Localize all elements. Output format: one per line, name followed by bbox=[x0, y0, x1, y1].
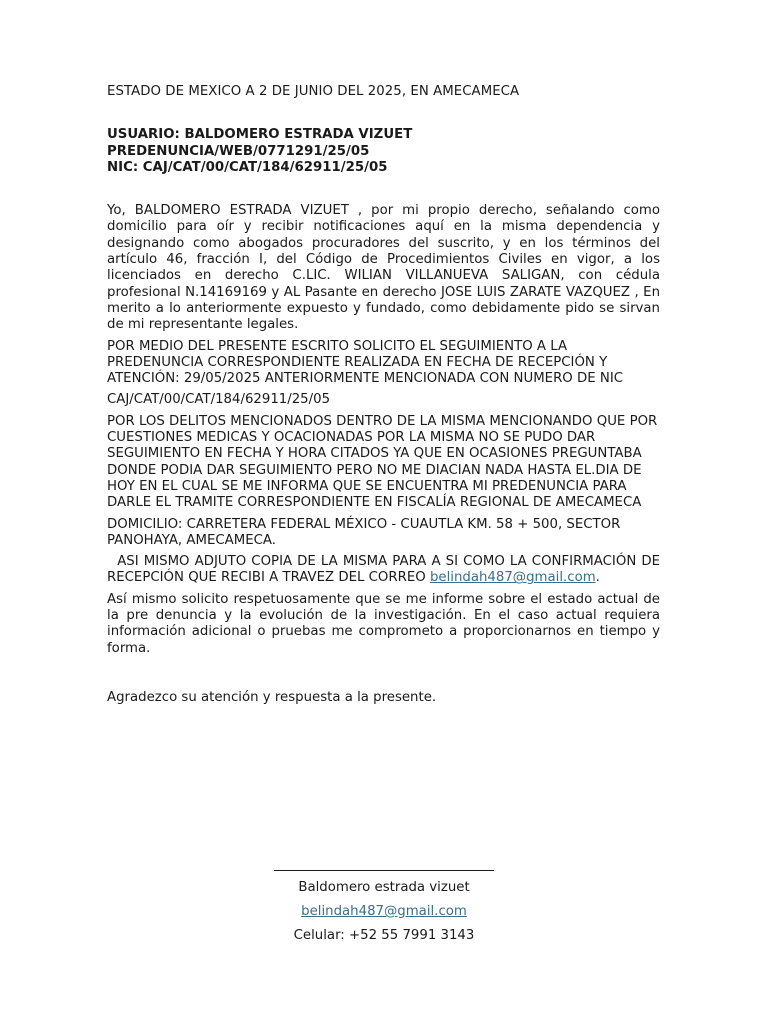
nic-line: NIC: CAJ/CAT/00/CAT/184/62911/25/05 bbox=[107, 159, 388, 175]
letter-content bbox=[107, 84, 665, 706]
location-date-line: ESTADO DE MEXICO A 2 DE JUNIO DEL 2025, EN AMECAMECA bbox=[107, 84, 520, 99]
signature-email-link[interactable]: belindah487@gmail.com bbox=[301, 904, 467, 919]
identifiers-block bbox=[107, 127, 660, 176]
request-paragraph: POR MEDIO DEL PRESENTE ESCRITO SOLICITO EL SEGUIMIENTO A LA PREDENUNCIA CORRESPONDIENTE REALIZADA EN FECHA DE RECEPCIÓN Y ATENCIÓN: 29/05/2025 ANTERIORMENTE MENCIONADA CON NUMERO DE NIC bbox=[107, 338, 624, 387]
status-request-paragraph: Así mismo solicito respetuosamente que se me informe sobre el estado actual de la pre denuncia y la evolución de la investigación. En el caso actual requiera información adicional o pruebas me comprometo a proporcionarnos en tiempo y forma. bbox=[107, 591, 660, 656]
signature-line bbox=[274, 870, 494, 871]
intro-paragraph: Yo, BALDOMERO ESTRADA VIZUET , por mi propio derecho, señalando como domicilio para oír y recibir notificaciones aquí en la misma dependencia y designando como abogados procuradores del suscrito, y en los términos del artículo 46, fracción I, del Código de Procedimientos Civiles en vigor, a los licenciados en derecho C.LIC. WILIAN VILLANUEVA SALIGAN, con cédula profesional N.14169169 y AL Pasante en derecho JOSE LUIS ZARATE VAZQUEZ , En merito a lo anteriormente expuesto y fundado, como debidamente pido se sirvan de mi representante legales. bbox=[107, 203, 660, 333]
predenuncia-line: PREDENUNCIA/WEB/0771291/25/05 bbox=[107, 143, 370, 159]
usuario-line: USUARIO: BALDOMERO ESTRADA VIZUET bbox=[107, 127, 413, 143]
attachment-paragraph bbox=[107, 554, 665, 587]
address-paragraph: DOMICILIO: CARRETERA FEDERAL MÉXICO - CUAUTLA KM. 58 + 500, SECTOR PANOHAYA, AMECAMECA. bbox=[107, 516, 621, 548]
attachment-email-link[interactable]: belindah487@gmail.com bbox=[429, 570, 596, 586]
signature-name: Baldomero estrada vizuet bbox=[298, 880, 470, 895]
attachment-period: . bbox=[595, 570, 600, 586]
attachment-text: ASI MISMO ADJUTO COPIA DE LA MISMA PARA A SI COMO LA CONFIRMACIÓN DE RECEPCIÓN QUE RECIBI A TRAVEZ DEL CORREO bbox=[107, 554, 665, 586]
signature-phone: Celular: +52 55 7991 3143 bbox=[293, 928, 475, 943]
signature-block bbox=[274, 870, 494, 943]
nic-number-line: CAJ/CAT/00/CAT/184/62911/25/05 bbox=[107, 392, 331, 408]
crimes-paragraph: POR LOS DELITOS MENCIONADOS DENTRO DE LA MISMA MENCIONANDO QUE POR CUESTIONES MEDICAS Y OCACIONADAS POR LA MISMA NO SE PUDO DAR SEGUIMIENTO EN FECHA Y HORA CITADOS YA QUE EN OCASIONES PREGUNTABA DONDE PODIA DAR SEGUIMIENTO PERO NO ME DIACIAN NADA HASTA EL.DIA DE HOY EN EL CUAL SE ME INFORMA QUE SE ENCUENTRA MI PREDENUNCIA PARA DARLE EL TRAMITE CORRESPONDIENTE EN FISCALÍA REGIONAL DE AMECAMECA bbox=[107, 413, 658, 511]
signature-email-row bbox=[274, 905, 494, 919]
thanks-paragraph: Agradezco su atención y respuesta a la presente. bbox=[107, 689, 437, 705]
